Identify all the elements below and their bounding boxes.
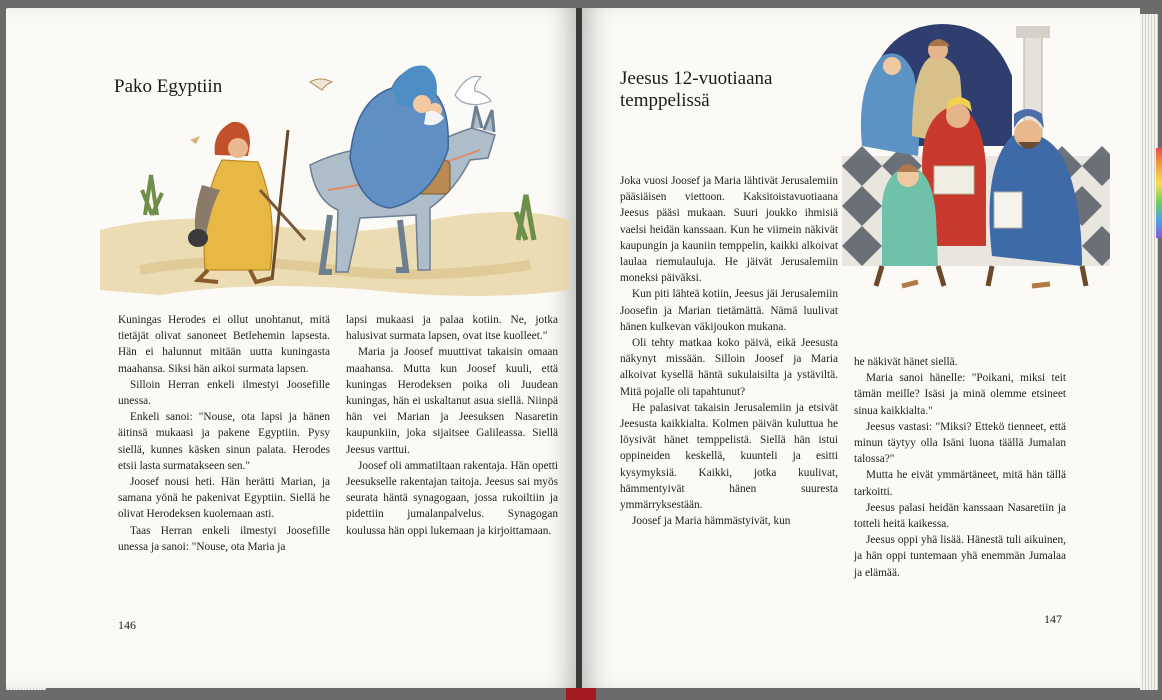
paragraph: Mutta he eivät ymmärtäneet, mitä hän tällä tarkoitti. <box>854 469 1066 498</box>
rainbow-bookmark <box>1156 148 1162 238</box>
dove-icon <box>455 76 491 104</box>
right-page-title-line-1: Jeesus 12-vuotiaana <box>620 68 773 89</box>
book-spine <box>576 8 582 694</box>
paragraph: Maria sanoi hänelle: "Poikani, miksi teit tämän meille? Isäsi ja minä olemme etsineet sinua kaikkialta." <box>854 372 1066 417</box>
paragraph: Jeesus vastasi: "Miksi? Ettekö tienneet, että minun täytyy olla Isäni luona täällä Jumalan talossa?" <box>854 420 1066 466</box>
paragraph: Oli tehty matkaa koko päivä, eikä Jeesusta näkynyt missään. Silloin Joosef ja Maria alkoivat kysellä häntä sukulaisilta ja ystäviltä. Mitä pojalle oli tapahtunut? <box>620 337 838 398</box>
paragraph: lapsi mukaasi ja palaa kotiin. Ne, jotka halusivat surmata lapsen, ovat itse kuolleet." <box>346 314 558 343</box>
mary-figure <box>861 53 919 156</box>
paragraph: Maria ja Joosef muuttivat takaisin omaan maahansa. Mutta kun Joosef kuuli, että kuningas Herodeksen poika oli Juudean kuningas, hän ei uskaltanut asua siellä. Niinpä hän vei Marian ja Jeesuksen Nasaretin kaupunkiin, joka sijaitsee Galileassa. Siellä Jeesus varttui. <box>346 346 558 456</box>
paragraph: Joosef nousi heti. Hän herätti Marian, ja samana yönä he pakenivat Egyptiin. Siellä he olivat Herodeksen kuolemaan asti. <box>118 476 330 521</box>
left-page-column-2 <box>346 312 558 539</box>
jesus-in-temple-illustration <box>842 16 1110 306</box>
right-page-column-2 <box>854 354 1066 581</box>
left-page-column-1 <box>118 312 330 555</box>
right-page-title-line-2: temppelissä <box>620 90 710 111</box>
paragraph: Joka vuosi Joosef ja Maria lähtivät Jerusalemiin pääsiäisen viettoon. Kaksitoistavuotiaana Jeesus pääsi mukaan. Suuri joukko ihmisiä vaelsi heidän kanssaan. Kun he viimein näkivät kaupungin ja kauniin temppelin, kaikki alkoivat laulaa riemulauluja. He jäivät Jerusalemiin moneksi päiväksi. <box>620 175 838 285</box>
right-page <box>580 8 1140 688</box>
paragraph: Joosef ja Maria hämmästyivät, kun <box>632 515 791 528</box>
paragraph: Kun piti lähteä kotiin, Jeesus jäi Jerusalemiin Joosefin ja Marian tietämättä. Nämä luulivat hänen kulkevan väkijoukon mukana. <box>620 288 838 333</box>
paragraph: Jeesus oppi yhä lisää. Hänestä tuli aikuinen, ja hän oppi tuntemaan yhä enemmän Jumalaa ja elämää. <box>854 534 1066 579</box>
page-number: 146 <box>118 618 136 632</box>
paragraph: Kuningas Herodes ei ollut unohtanut, mitä tietäjät olivat sanoneet Betlehemin lapsesta. Hän ei halunnut mitään uutta kuningasta maahansa. Siksi hän aikoi surmata lapsen. <box>118 314 330 375</box>
paragraph: Jeesus palasi heidän kanssaan Nasaretiin ja totteli heitä kaikessa. <box>854 501 1066 531</box>
ribbon-bookmark <box>566 688 596 700</box>
open-book <box>6 8 1156 694</box>
paragraph: Silloin Herran enkeli ilmestyi Joosefille unessa. <box>118 378 330 408</box>
paragraph: Enkeli sanoi: "Nouse, ota lapsi ja hänen äitinsä mukaasi ja pakene Egyptiin. Pysy siellä, kunnes käsken sinun palata. Herodes etsii lasta surmatakseen sen." <box>118 411 330 472</box>
paragraph: Taas Herran enkeli ilmestyi Joosefille unessa ja sanoi: "Nouse, ota Maria ja <box>118 524 330 553</box>
left-page-title: Pako Egyptiin <box>114 76 223 97</box>
flight-to-egypt-illustration <box>100 40 570 300</box>
left-page <box>6 8 578 688</box>
paragraph: He palasivat takaisin Jerusalemiin ja etsivät Jeesusta kaikkialta. Kolmen päivän kuluttua he löysivät hänet temppelistä. Siellä hän istui oppineiden keskellä, kuunteli ja esitti kysymyksiä. Kaikki, jotka kuulivat, hämmentyivät hänen suuresta ymmärryksestään. <box>620 401 838 512</box>
page-number: 147 <box>1044 612 1062 626</box>
bird-icon <box>190 136 200 144</box>
page-edges-right <box>1140 14 1158 690</box>
paragraph: Joosef oli ammatiltaan rakentaja. Hän opetti Jeesukselle rakentajan taitoja. Jeesus sai myös seurata häntä synagogaan, jossa rukoiltiin ja pidettiin jumalanpalvelus. Synagogan koulussa hän oppi lukemaan ja kirjoittamaan. <box>346 459 558 537</box>
bird-icon <box>310 79 332 90</box>
paragraph: he näkivät hänet siellä. <box>854 356 958 368</box>
right-page-column-1 <box>620 173 838 529</box>
